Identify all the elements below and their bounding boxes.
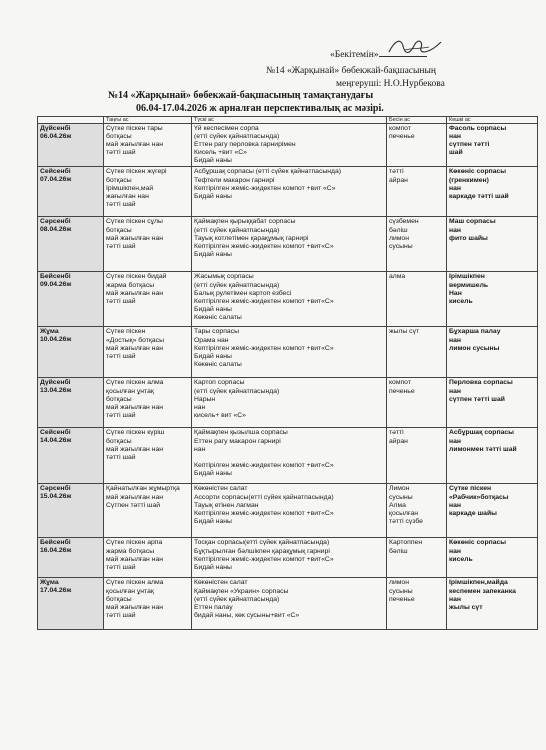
cell-text: ботқасы (106, 395, 132, 403)
cell-text: Кептірілген жеміс-жидектен компот +вит«С» (194, 344, 334, 352)
dinner-cell (447, 538, 538, 578)
cell-text: сүзбемен (389, 218, 419, 226)
cell-text: сүтпен тәтті (449, 141, 490, 149)
cell-text: бәліш (389, 547, 408, 555)
table-row (38, 327, 538, 378)
cell-text: Бидай наны (194, 517, 232, 525)
lunch-cell (192, 272, 387, 327)
cell-text: тәтті сүзбе (389, 517, 423, 525)
cell-text: Тефтели макарон гарнирі (194, 176, 275, 184)
cell-text: кисель (449, 555, 473, 563)
day-cell (38, 578, 104, 630)
cell-text: Нарын (194, 395, 216, 403)
cell-text: Сүтке піскен күріш (106, 429, 165, 437)
cell-text: Ассорти сорпасы(етті сүйек қайнатпасында) (194, 493, 334, 501)
dinner-cell (447, 484, 538, 538)
lunch-cell (192, 124, 387, 167)
cell-text: нан (449, 184, 461, 192)
cell-text: нан (449, 133, 461, 141)
cell-text: 09.04.26ж (40, 281, 72, 289)
snack-cell (387, 428, 447, 484)
cell-text: Сүтке піскен алма (106, 579, 164, 587)
cell-text: (етті сүйек қайнатпасында) (194, 281, 280, 289)
cell-text: 16.04.26ж (40, 547, 72, 555)
dinner-cell (447, 327, 538, 378)
day-cell (38, 217, 104, 272)
cell-text: қосылған ұнтақ (106, 387, 154, 395)
day-cell (38, 378, 104, 428)
cell-text: кеспемен запеканка (449, 587, 516, 595)
approve-label: «Бекітемін» (330, 50, 379, 60)
cell-text: Кептірілген жеміс-жидектен компот +вит«С» (194, 297, 334, 305)
cell-text: Дүйсенбі (40, 379, 71, 387)
cell-text: Бейсенбі (40, 539, 71, 547)
column-header: Таңғы ас (104, 117, 192, 124)
cell-text: нан (449, 387, 461, 395)
cell-text (194, 454, 384, 462)
lunch-cell (192, 578, 387, 630)
cell-text: (етті сүйек қайнатпасында) (194, 226, 280, 234)
snack-cell (387, 578, 447, 630)
cell-text: бидай наны, көк сусыны+вит «С» (194, 611, 300, 619)
table-row (38, 378, 538, 428)
cell-text: Тауық етінен лагман (194, 501, 259, 509)
snack-cell (387, 272, 447, 327)
table-header-row (38, 117, 538, 124)
cell-text: нан (449, 547, 461, 555)
cell-text: тәтті шай (106, 453, 136, 461)
cell-text: жарма ботқасы (106, 547, 155, 555)
organization-line: №14 «Жарқынай» бөбекжай-бақшасының (266, 66, 436, 76)
cell-text: Алма (389, 501, 406, 509)
cell-text: печенье (389, 387, 415, 395)
cell-text: печенье (389, 595, 415, 603)
cell-text: тәтті (389, 429, 404, 437)
cell-text: Сүтке піскен сұлы (106, 218, 163, 226)
cell-text: сүтпен тәтті шай (449, 395, 505, 403)
table-row (38, 578, 538, 630)
cell-text: «Рабчик»ботқасы (449, 493, 509, 501)
cell-text: фито шайы (449, 234, 488, 242)
cell-text: Кептірілген жеміс-жидектен компот +вит «С» (194, 184, 336, 192)
cell-text: май жағылған нан (106, 234, 163, 242)
day-cell (38, 327, 104, 378)
cell-text: тәтті шай (106, 149, 136, 157)
cell-text: алма (389, 273, 406, 281)
cell-text: нан (449, 595, 461, 603)
cell-text: Лимон (389, 485, 410, 493)
cell-text: Маш сорпасы (449, 218, 496, 226)
dinner-cell (447, 167, 538, 217)
cell-text: лимон сусыны (449, 344, 500, 352)
dinner-cell (447, 428, 538, 484)
cell-text: 13.04.26ж (40, 387, 72, 395)
table-row (38, 538, 538, 578)
cell-text: Сүтке піскен тары (106, 125, 163, 132)
cell-text: Ірімшікпен,май (106, 184, 154, 192)
cell-text: май жағылған нан (106, 141, 163, 149)
cell-text: компот (389, 125, 411, 132)
cell-text: ботқасы (106, 176, 132, 184)
cell-text: Сейсенбі (40, 168, 71, 176)
breakfast-cell (104, 428, 192, 484)
snack-cell (387, 538, 447, 578)
lunch-cell (192, 217, 387, 272)
cell-text: Көкөніс салаты (194, 313, 242, 321)
cell-text: 14.04.26ж (40, 437, 72, 445)
breakfast-cell (104, 272, 192, 327)
breakfast-cell (104, 538, 192, 578)
cell-text: Еттен рагу макарон гарнирі (194, 437, 281, 445)
cell-text: Сүтке піскен (449, 485, 492, 493)
signature-icon (385, 34, 445, 60)
column-header: Бесін ас (387, 117, 447, 124)
cell-text: Картоппен (389, 539, 423, 547)
cell-text: Қаймақпен «Украин» сорпасы (194, 587, 289, 595)
table-row (38, 217, 538, 272)
table-row (38, 124, 538, 167)
cell-text: ботқасы (106, 595, 132, 603)
dinner-cell (447, 272, 538, 327)
dinner-cell (447, 378, 538, 428)
cell-text: сусыны (389, 493, 413, 501)
cell-text: тәтті шай (106, 611, 136, 619)
dinner-cell (447, 217, 538, 272)
lunch-cell (192, 327, 387, 378)
cell-text: нан (449, 501, 461, 509)
cell-text: Бидай наны (194, 250, 232, 258)
cell-text: Ірімшікпен,майда (449, 579, 508, 587)
cell-text: 10.04.26ж (40, 336, 72, 344)
cell-text: Бидай наны (194, 305, 232, 313)
cell-text: нан (449, 226, 461, 234)
cell-text: Сүтке піскен арпа (106, 539, 163, 547)
cell-text: Қайнатылған жұмыртқа (106, 485, 180, 493)
cell-text: Бидай наны (194, 563, 232, 571)
cell-text: Фасоль сорпасы (449, 125, 507, 132)
cell-text: Сүтпен тәтті шай (106, 501, 161, 509)
cell-text: тәтті шай (106, 411, 136, 419)
cell-text: каркаде тәтті шай (449, 192, 509, 200)
cell-text: тәтті шай (106, 242, 136, 250)
cell-text: Бидай наны (194, 352, 232, 360)
cell-text: май жағылған нан (106, 403, 163, 411)
lunch-cell (192, 428, 387, 484)
cell-text: Перловка сорпасы (449, 379, 513, 387)
cell-text: Картоп сорпасы (194, 379, 245, 387)
cell-text: (гренкимен) (449, 176, 489, 184)
cell-text: тәтті шай (106, 352, 136, 360)
cell-text: Қаймақпен қызылша сорпасы (194, 429, 288, 437)
cell-text: Көкөніс сорпасы (449, 168, 507, 176)
cell-text: Бұхарша палау (449, 328, 501, 336)
breakfast-cell (104, 124, 192, 167)
cell-text: жағылған нан (106, 192, 149, 200)
cell-text: нан (449, 336, 461, 344)
cell-text: Көкөністен салат (194, 579, 248, 587)
cell-text: лимонмен тәтті шай (449, 445, 517, 453)
document-title: №14 «Жарқынай» бөбекжай-бақшасының тамақтанудағы (108, 90, 374, 101)
cell-text: Орама нан (194, 336, 229, 344)
cell-text: компот (389, 379, 411, 387)
cell-text: тәтті шай (106, 297, 136, 305)
cell-text: Кисель +вит «С» (194, 149, 247, 157)
cell-text: Еттен палау (194, 603, 233, 611)
cell-text: Бидай наны (194, 192, 232, 200)
cell-text: Кептірілген жеміс-жидектен компот +вит«С» (194, 555, 334, 563)
cell-text: ботқасы (106, 133, 132, 141)
cell-text: кисель (449, 297, 473, 305)
dinner-cell (447, 578, 538, 630)
lunch-cell (192, 378, 387, 428)
cell-text: (етті сүйек қайнатпасында) (194, 387, 280, 395)
menu-table (37, 116, 538, 630)
column-header: Кешкі ас (447, 117, 538, 124)
cell-text: жарма ботқасы (106, 281, 155, 289)
cell-text: (етті сүйек қайнатпасында) (194, 595, 280, 603)
cell-text: сусыны (389, 242, 413, 250)
cell-text: Тауық котлетімен қарақұмық гарнирі (194, 234, 309, 242)
cell-text: Кептірілген жеміс-жидектен компот +вит«С» (194, 242, 334, 250)
column-header: Түскі ас (192, 117, 387, 124)
cell-text: айран (389, 437, 408, 445)
cell-text: (етті сүйек қайнатпасында) (194, 133, 280, 141)
cell-text: лимон (389, 579, 409, 587)
cell-text: Көкөністен салат (194, 485, 248, 493)
breakfast-cell (104, 484, 192, 538)
day-cell (38, 167, 104, 217)
cell-text: Көкөніс салаты (194, 360, 242, 368)
manager-line: меңгерушi: Н.О.Нурбекова (336, 79, 445, 89)
cell-text: жылы сүт (389, 328, 420, 336)
snack-cell (387, 124, 447, 167)
day-cell (38, 124, 104, 167)
cell-text: кисель+ вит «С» (194, 411, 246, 419)
dinner-cell (447, 124, 538, 167)
document-subtitle: 06.04-17.04.2026 ж арналған перспективалық ас мәзірі. (136, 103, 384, 114)
snack-cell (387, 217, 447, 272)
cell-text: Еттен рагу перловка гарнирімен (194, 141, 296, 149)
cell-text: Сүтке піскен (106, 328, 146, 336)
cell-text: Көкөніс сорпасы (449, 539, 507, 547)
cell-text: айран (389, 176, 408, 184)
snack-cell (387, 167, 447, 217)
cell-text: печенье (389, 133, 415, 141)
cell-text: нан (449, 437, 461, 445)
cell-text: 06.04.26ж (40, 133, 72, 140)
table-row (38, 167, 538, 217)
breakfast-cell (104, 378, 192, 428)
snack-cell (387, 378, 447, 428)
table-row (38, 272, 538, 327)
snack-cell (387, 327, 447, 378)
cell-text: Кептірілген жеміс-жидектен компот +вит«С» (194, 509, 334, 517)
cell-text: май жағылған нан (106, 493, 163, 501)
lunch-cell (192, 167, 387, 217)
cell-text: Жұма (40, 328, 59, 336)
cell-text: бәліш (389, 226, 408, 234)
day-cell (38, 484, 104, 538)
table-row (38, 484, 538, 538)
cell-text: нан (194, 403, 206, 411)
cell-text: Тары сорпасы (194, 328, 239, 336)
cell-text: каркаде шайы (449, 509, 497, 517)
cell-text: май жағылған нан (106, 344, 163, 352)
cell-text: Бейсенбі (40, 273, 71, 281)
cell-text: Асбұршақ сорпасы (449, 429, 514, 437)
cell-text: ботқасы (106, 226, 132, 234)
column-header (38, 117, 104, 124)
cell-text: Қаймақпен қырыққабат сорпасы (194, 218, 296, 226)
cell-text: ботқасы (106, 437, 132, 445)
breakfast-cell (104, 167, 192, 217)
day-cell (38, 272, 104, 327)
cell-text: 08.04.26ж (40, 226, 72, 234)
breakfast-cell (104, 327, 192, 378)
cell-text: тәтті шай (106, 200, 136, 208)
cell-text: Бұқтырылған бәлшікпен қарақұмық гарнирі (194, 547, 330, 555)
cell-text: май жағылған нан (106, 555, 163, 563)
cell-text: Сүтке піскен алма (106, 379, 164, 387)
lunch-cell (192, 538, 387, 578)
cell-text: май жағылған нан (106, 445, 163, 453)
breakfast-cell (104, 578, 192, 630)
cell-text: нан (194, 445, 206, 453)
cell-text: тәтті шай (106, 563, 136, 571)
cell-text: «Достық» ботқасы (106, 336, 164, 344)
cell-text: 17.04.26ж (40, 587, 72, 595)
cell-text: Үй кеспесімен сорпа (194, 125, 259, 132)
cell-text: тәтті (389, 168, 404, 176)
cell-text: Сейсенбі (40, 429, 71, 437)
cell-text: Тосқан сорпасы(етті сүйек қайнатпасында) (194, 539, 330, 547)
cell-text: Асбұршақ сорпасы (етті сүйек қайнатпасында) (194, 168, 341, 176)
cell-text: Балық рулетімен картоп езбесі (194, 289, 292, 297)
snack-cell (387, 484, 447, 538)
breakfast-cell (104, 217, 192, 272)
lunch-cell (192, 484, 387, 538)
cell-text: Сүтке піскен бидай (106, 273, 167, 281)
cell-text: 07.04.26ж (40, 176, 72, 184)
cell-text: Сәрсенбі (40, 218, 71, 226)
day-cell (38, 538, 104, 578)
cell-text: Дүйсенбі (40, 125, 71, 132)
cell-text: май жағылған нан (106, 603, 163, 611)
cell-text: Бидай наны (194, 157, 232, 165)
cell-text: Жұма (40, 579, 59, 587)
cell-text: май жағылған нан (106, 289, 163, 297)
cell-text: Нан (449, 289, 462, 297)
cell-text: жылы сүт (449, 603, 483, 611)
cell-text: Ірімшікпен (449, 273, 485, 281)
table-row (38, 428, 538, 484)
cell-text: Сәрсенбі (40, 485, 71, 493)
cell-text: 15.04.26ж (40, 493, 72, 501)
day-cell (38, 428, 104, 484)
cell-text: лимон (389, 234, 409, 242)
cell-text: Жасымық сорпасы (194, 273, 254, 281)
cell-text: сусыны (389, 587, 413, 595)
cell-text: қосылған ұнтақ (106, 587, 154, 595)
cell-text: қосылған (389, 509, 419, 517)
cell-text: Кептірілген жеміс-жидектен компот +вит«С» (194, 461, 334, 469)
cell-text: Сүтке піскен жүгері (106, 168, 167, 176)
cell-text: Бидай наны (194, 469, 232, 477)
cell-text: вермишель (449, 281, 489, 289)
cell-text: шай (449, 149, 463, 157)
